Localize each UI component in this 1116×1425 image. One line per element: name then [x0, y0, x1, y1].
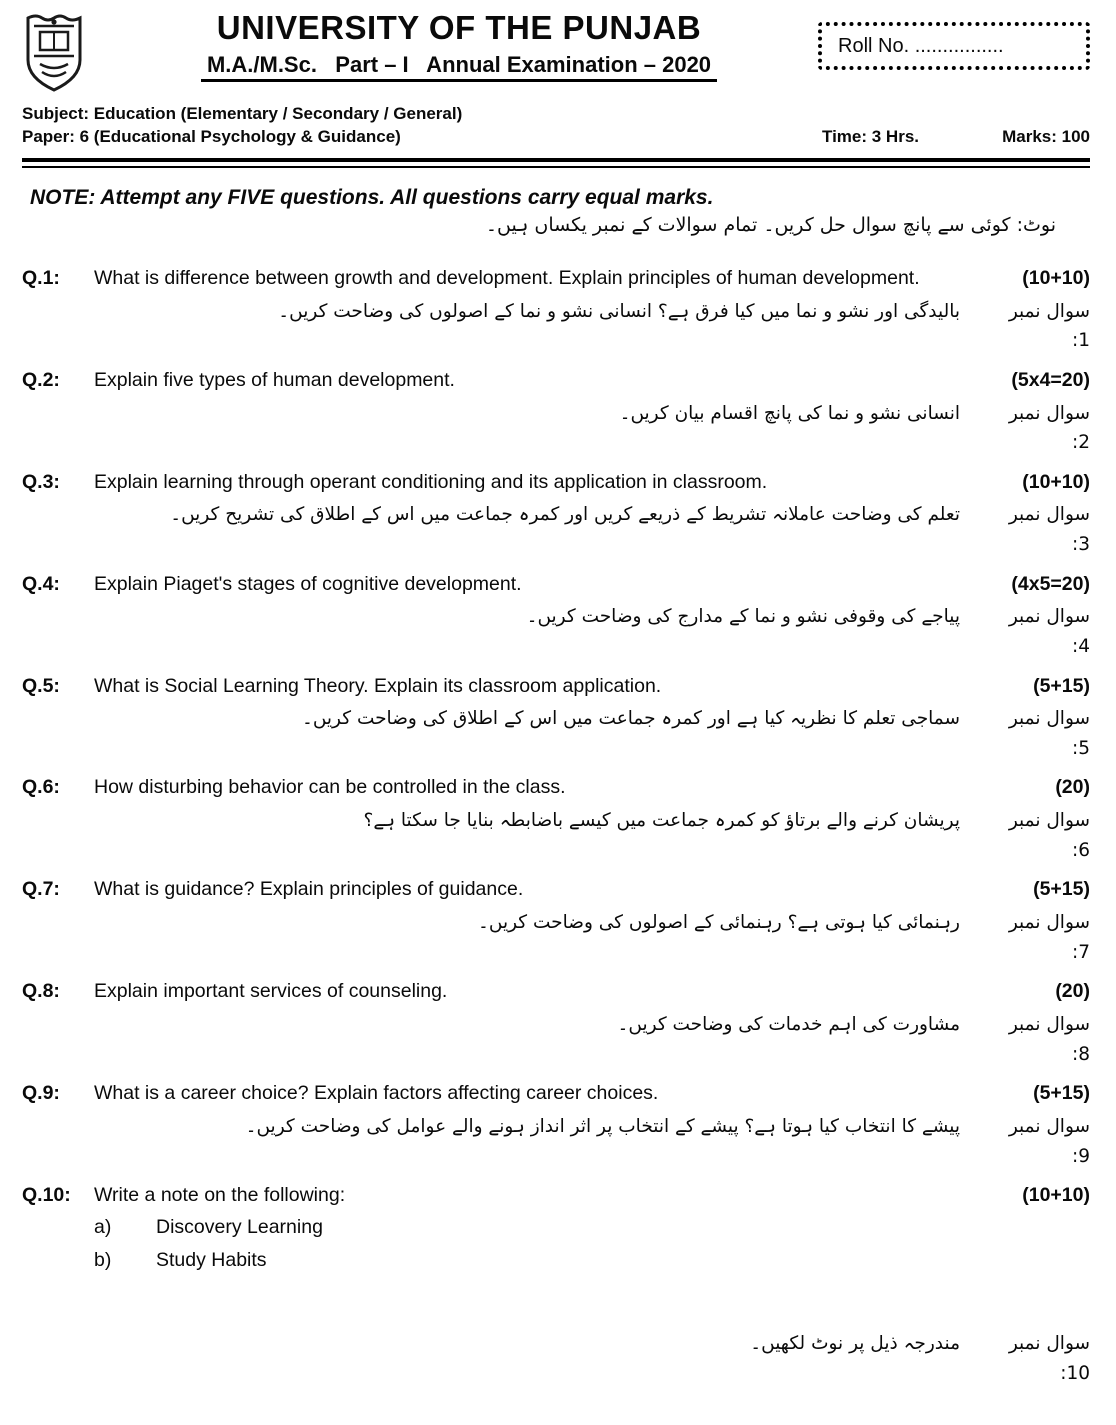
question-urdu-label: سوال نمبر 2:: [1008, 402, 1090, 454]
question-marks: (10+10): [1022, 266, 1090, 289]
question-urdu-row: [22, 1112, 1090, 1171]
question-marks: (5+15): [1033, 1082, 1090, 1105]
question-block: [22, 266, 1090, 356]
roll-number-box: [818, 22, 1090, 70]
sub-item-label: a): [94, 1215, 112, 1238]
question-english-row: [22, 470, 1090, 496]
question-urdu-text: پیشے کا انتخاب کیا ہوتا ہے؟ پیشے کے انتخاب پر اثر انداز ہونے والے عوامل کی وضاحت کریں۔: [245, 1115, 960, 1137]
question-english-row: [22, 674, 1090, 700]
question-urdu-label: سوال نمبر 1:: [1008, 300, 1090, 352]
question-marks: (5+15): [1033, 674, 1090, 697]
question-english-row: [22, 266, 1090, 292]
question-marks: (5x4=20): [1011, 368, 1090, 391]
question-urdu-text: مشاورت کی اہم خدمات کی وضاحت کریں۔: [617, 1014, 960, 1036]
sub-item-text: Study Habits: [156, 1249, 267, 1272]
question-number: Q.1:: [22, 266, 60, 289]
header-center: [100, 8, 818, 82]
question-marks: (4x5=20): [1011, 572, 1090, 595]
question-number: Q.3:: [22, 470, 60, 493]
subject-block: [22, 103, 462, 149]
question-text: How disturbing behavior can be controlled in the class.: [94, 776, 566, 799]
header-meta-row: [22, 103, 1090, 149]
sub-item-text: Discovery Learning: [156, 1215, 323, 1238]
question-number: Q.6:: [22, 776, 60, 799]
question-marks: (10+10): [1022, 1184, 1090, 1207]
question-urdu-text: تعلم کی وضاحت عاملانہ تشریط کے ذریعے کریں اور کمرہ جماعت میں اس کے اطلاق کی تشریح کریں۔: [170, 504, 960, 526]
question-urdu-row: [22, 602, 1090, 661]
question-urdu-label: سوال نمبر 6:: [1008, 810, 1090, 861]
question-english-row: [22, 572, 1090, 598]
question-number: Q.8:: [22, 980, 60, 1003]
question-english-row: [22, 775, 1090, 801]
question-english-row: [22, 877, 1090, 903]
question-urdu-row: [22, 908, 1090, 967]
question-english-row: [22, 1081, 1090, 1107]
question-urdu-text: انسانی نشو و نما کی پانچ اقسام بیان کریں۔: [619, 402, 960, 424]
questions-list: [22, 266, 1090, 1389]
question-block: [22, 674, 1090, 764]
question-urdu-label: سوال نمبر 10:: [1008, 1333, 1090, 1384]
question-english-row: [22, 1183, 1090, 1209]
question-marks: (20): [1055, 980, 1090, 1003]
note-english: NOTE: Attempt any FIVE questions. All questions carry equal marks.: [30, 185, 714, 209]
question-block: [22, 877, 1090, 967]
roll-number-label: Roll No. ................: [838, 34, 1004, 57]
question-text: What is difference between growth and development. Explain principles of human development.: [94, 266, 920, 289]
question-urdu-row: [22, 500, 1090, 559]
question-text: Explain Piaget's stages of cognitive development.: [94, 572, 522, 595]
question-block: [22, 470, 1090, 560]
question-block: [22, 1183, 1090, 1388]
question-urdu-text: پریشان کرنے والے برتاؤ کو کمرہ جماعت میں کیسے باضابطہ بنایا جا سکتا ہے؟: [363, 810, 960, 832]
university-logo: [22, 8, 100, 99]
question-urdu-row: [22, 297, 1090, 356]
question-number: Q.5:: [22, 674, 60, 697]
question-block: [22, 368, 1090, 458]
header-right: [818, 8, 1090, 70]
time-marks-row: [822, 127, 1090, 149]
subject-line: Subject: Education (Elementary / Secondary / General): [22, 104, 463, 123]
question-urdu-label: سوال نمبر 3:: [1008, 504, 1090, 556]
question-text: Explain important services of counseling.: [94, 980, 448, 1003]
question-urdu-text: سماجی تعلم کا نظریہ کیا ہے اور کمرہ جماعت میں اس کے اطلاق کی وضاحت کریں۔: [301, 708, 960, 730]
question-urdu-label: سوال نمبر 8:: [1008, 1014, 1090, 1065]
question-number: Q.7:: [22, 878, 60, 901]
question-sub-item: [94, 1213, 1090, 1242]
question-sub-items: [94, 1213, 1090, 1276]
question-urdu-label: سوال نمبر 9:: [1008, 1115, 1090, 1167]
question-block: [22, 775, 1090, 865]
question-urdu-row: [22, 806, 1090, 865]
question-number: Q.9:: [22, 1082, 60, 1105]
question-urdu-row: [22, 399, 1090, 458]
question-marks: (20): [1055, 776, 1090, 799]
university-name: UNIVERSITY OF THE PUNJAB: [216, 9, 702, 46]
question-text: What is Social Learning Theory. Explain its classroom application.: [94, 674, 662, 697]
question-block: [22, 572, 1090, 662]
time-allowed: Time: 3 Hrs.: [822, 126, 920, 146]
question-text: What is guidance? Explain principles of guidance.: [94, 878, 524, 901]
question-urdu-row: [22, 1010, 1090, 1069]
question-urdu-text: مندرجہ ذیل پر نوٹ لکھیں۔: [750, 1333, 960, 1355]
question-urdu-label: سوال نمبر 4:: [1008, 606, 1090, 657]
header: [22, 8, 1090, 99]
question-urdu-text: رہنمائی کیا ہوتی ہے؟ رہنمائی کے اصولوں کی وضاحت کریں۔: [478, 912, 960, 934]
sub-item-label: b): [94, 1249, 112, 1272]
header-divider: [22, 158, 1090, 168]
question-urdu-text: بالیدگی اور نشو و نما میں کیا فرق ہے؟ انسانی نشو و نما کے اصولوں کی وضاحت کریں۔: [278, 300, 960, 322]
question-block: [22, 1081, 1090, 1171]
question-text: Explain five types of human development.: [94, 368, 455, 391]
question-number: Q.10:: [22, 1184, 71, 1207]
question-english-row: [22, 979, 1090, 1005]
question-block: [22, 979, 1090, 1069]
question-urdu-row: [22, 1329, 1090, 1388]
crest-icon: [22, 81, 86, 98]
question-text: Explain learning through operant conditioning and its application in classroom.: [94, 470, 768, 493]
question-english-row: [22, 368, 1090, 394]
question-marks: (5+15): [1033, 878, 1090, 901]
question-text: Write a note on the following:: [94, 1184, 346, 1207]
question-urdu-text: پیاجے کی وقوفی نشو و نما کے مدارج کی وضاحت کریں۔: [526, 606, 960, 628]
question-urdu-label: سوال نمبر 5:: [1008, 708, 1090, 759]
question-number: Q.4:: [22, 572, 60, 595]
question-marks: (10+10): [1022, 470, 1090, 493]
paper-line: Paper: 6 (Educational Psychology & Guidance): [22, 126, 401, 146]
question-text: What is a career choice? Explain factors affecting career choices.: [94, 1082, 659, 1105]
note-urdu: نوٹ: کوئی سے پانچ سوال حل کریں۔ تمام سوالات کے نمبر یکساں ہیں۔: [485, 213, 1056, 236]
question-urdu-label: سوال نمبر 7:: [1008, 912, 1090, 963]
exam-title-line: M.A./M.Sc. Part – I Annual Examination – 2020: [201, 50, 717, 82]
question-urdu-row: [22, 704, 1090, 763]
total-marks: Marks: 100: [1002, 126, 1090, 146]
question-number: Q.2:: [22, 368, 60, 391]
question-sub-item: [94, 1246, 1090, 1275]
